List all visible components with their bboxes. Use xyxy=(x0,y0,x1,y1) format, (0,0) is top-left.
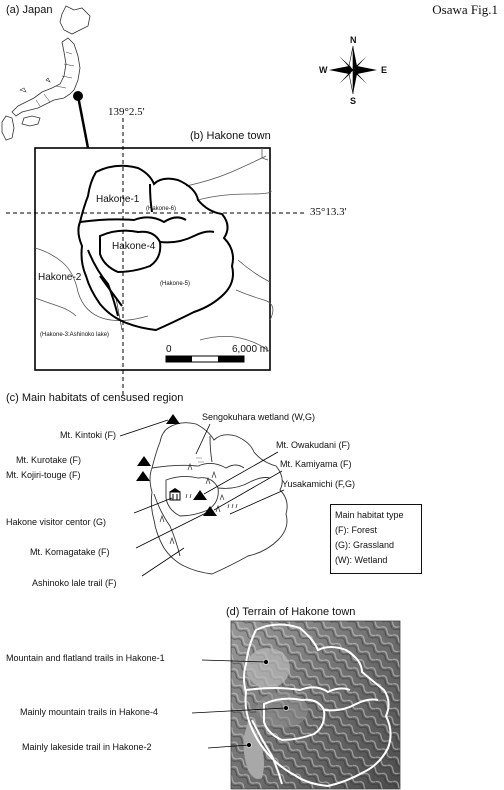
site-yusakamichi: Yusakamichi (F,G) xyxy=(282,479,356,489)
site-komagatake: Mt. Komagatake (F) xyxy=(30,547,110,557)
site-kurotake: Mt. Kurotake (F) xyxy=(16,455,82,465)
site-kojiri: Mt. Kojiri-touge (F) xyxy=(6,470,81,480)
panel-b-title: (b) Hakone town xyxy=(190,130,271,142)
compass-west: W xyxy=(319,65,328,75)
label-hakone2: Hakone-2 xyxy=(38,272,82,283)
site-owakudani: Mt. Owakudani (F) xyxy=(276,440,351,450)
legend-title: Main habitat type xyxy=(335,510,404,520)
compass-north: N xyxy=(350,35,357,45)
panel-c-title: (c) Main habitats of censused region xyxy=(6,392,184,404)
figure-label: Osawa Fig.1 xyxy=(432,2,498,17)
legend-wetland: (W): Wetland xyxy=(335,555,388,565)
terrain-label-hakone4: Mainly mountain trails in Hakone-4 xyxy=(20,707,159,717)
legend-forest: (F): Forest xyxy=(335,525,377,535)
label-hakone1: Hakone-1 xyxy=(96,194,140,205)
label-hakone5: (Hakone-5) xyxy=(160,281,191,287)
site-kamiyama: Mt. Kamiyama (F) xyxy=(280,459,352,469)
panel-d-title: (d) Terrain of Hakone town xyxy=(226,606,356,618)
site-sengokuhara: Sengokuhara wetland (W,G) xyxy=(202,412,316,422)
scale-start: 0 xyxy=(166,344,172,355)
site-visitor: Hakone visitor centor (G) xyxy=(6,517,107,527)
scale-end: 6,000 m xyxy=(232,344,269,355)
longitude-label: 139°2.5' xyxy=(108,106,145,118)
compass-east: E xyxy=(381,65,388,75)
panel-a-title: (a) Japan xyxy=(6,4,53,16)
terrain-label-hakone1: Mountain and flatland trails in Hakone-1 xyxy=(6,653,165,663)
latitude-label: 35°13.3' xyxy=(310,206,347,218)
legend-grassland: (G): Grassland xyxy=(335,540,395,550)
label-hakone6: (Hakone-6) xyxy=(146,206,177,212)
label-hakone3: (Hakone-3:Ashinoko lake) xyxy=(40,332,110,338)
site-ashinoko: Ashinoko lale trail (F) xyxy=(32,578,117,588)
label-hakone4: Hakone-4 xyxy=(112,241,156,252)
terrain-label-hakone2: Mainly lakeside trail in Hakone-2 xyxy=(22,742,152,752)
compass-south: S xyxy=(350,96,357,106)
site-kintoki: Mt. Kintoki (F) xyxy=(60,430,117,440)
